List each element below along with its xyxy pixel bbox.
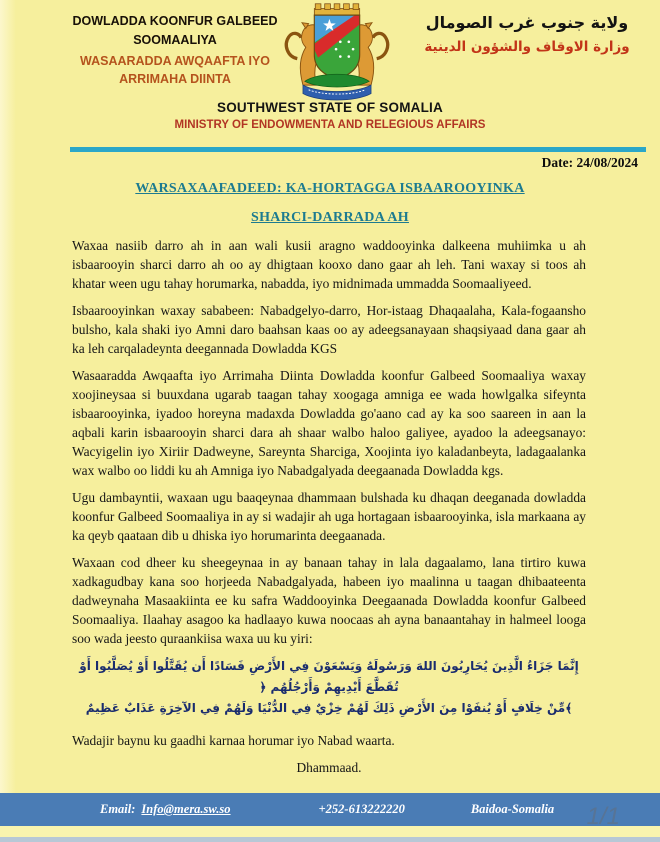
coat-of-arms-emblem [279,0,395,104]
body-paragraph-2: Isbaarooyinkan waxay sababeen: Nabadgelyo-darro, Hor-istaag Dhaqaalaha, Kala-fogaansho bulsho, kala shaki iyo Amni daro baahsan kaas oo ay adeegsanayaan shaqsiyaad dana gaar ah ka leh carqaladeynta deegannada Dowladda KGS [72,303,586,356]
location-text: Baidoa-Somalia [470,802,555,816]
email-link[interactable]: Info@mera.sw.so [141,802,231,816]
phone-number: +252-613222220 [318,802,405,816]
closing-line: Wadajir baynu ku gaadhi karnaa horumar iyo Nabad waarta. [72,733,395,748]
coat-of-arms-icon [279,0,395,104]
document-body [72,236,586,785]
state-name-english: SOUTHWEST STATE OF SOMALIA [217,100,443,115]
email-label: Email: [100,802,136,816]
body-paragraph-1: Waxaa nasiib darro ah in aan wali kusii aragno waddooyinka dalkeena muhiimka u ah isbaarooyin sharci darro ah oo ay dhigtaan kooxo dano gaar ah leh. Tani waxay si toos ah khatar ween ugu tahay horumarka, nabadda, iyo midnimada ummadda Soomaaliyeed. [72,238,586,291]
body-paragraph-4: Ugu dambayntii, waxaan ugu baaqeynaa dhammaan bulshada ku dhaqan deeganada dowladda koonfur Galbeed Soomaaliya in ay si wadajir ah uga hortagaan isbaarooyinka, isla markaana ay ka qeyb qaataan dib u dhiska iyo horumarinta deegaanada. [72,490,586,543]
government-name-somali: DOWLADDA KOONFUR GALBEED SOOMAALIYA [72,14,278,47]
body-paragraph-3: Wasaaradda Awqaafta iyo Arrimaha Diinta Dowladda koonfur Galbeed Soomaaliya waxay xoojineysaa si buuxdana ugarab taagan tahay xoogaga amniga ee wada howlgalka sifeynta isbaarooyinka, iyadoo horeyna madaxda Dowladda go'aano cad ay ka soo saareen in aan la aqbali karin isbaarooyin sharci dara ah shaar walbo haloo galiyee, ayadoo la adeegsanayo: Wacyigelin iyo Xiriir Dadweyne, Sareynta Sharciga, Xoojinta iyo kaladanbeyta, ladagaalanka wax walbo oo liddi ku ah Amniga iyo Nabadgalyada deegaanada Dowladda kgs. [72,368,586,478]
teal-divider-line [70,147,646,152]
page-bottom-edge [0,837,660,842]
shield-crenellation [314,4,359,16]
page-number-indicator: 1/1 [586,803,620,830]
document-title-line2: SHARCI-DARRADA AH [251,210,409,225]
quran-verse [72,656,586,719]
quran-verse-line2: ﴾مِّنْ خِلَافٍ أَوْ يُنفَوْا مِنَ الأَرْضِ ذَلِكَ لَهُمْ خِزْيٌ فِي الدُّنْيَا وَلَهُمْ فِي الآخِرَةِ عَذَابٌ عَظِيمٌ [85,701,573,715]
document-date: Date: 24/08/2024 [541,155,638,170]
header-arabic-block [402,12,652,55]
below-footer-strip [0,826,660,837]
ministry-name-arabic: وزارة الاوقاف والشؤون الدينية [424,39,630,56]
footer-contact-bar [0,793,660,826]
leopard-tail [286,33,301,58]
document-title-line1: WARSAXAAFADEED: KA-HORTAGGA ISBAAROOYINKA [135,181,525,196]
header-somali-block [56,12,294,89]
end-word: Dhammaad. [296,760,362,775]
body-paragraph-5: Waxaan cod dheer ku sheegeynaa in ay banaan tahay in lala dagaalamo, lana tirtiro kuwa xadkagudbay kana soo horjeeda Nabadgalyada, habeen iyo maalinna u taagan dhibaateenta dadweynaha Masaakiinta ee ku safra Waddooyinka Deegaanada Dowladda koonfur Galbeed Soomaaliya. Ilaahay asagoo ka hadlaayo kuwa noocaas ah ayna banaantahay in halmeel looga soo wada jeesto quraankiisa waxa uu ku yiri: [72,555,586,646]
ministry-name-english: MINISTRY OF ENDOWMENTA AND RELEGIOUS AFFAIRS [174,119,486,131]
ministry-name-somali: WASAARADDA AWQAAFTA IYO ARRIMAHA DIINTA [79,53,271,87]
quran-verse-line1: إِنَّمَا جَزَاءُ الَّذِينَ يُحَارِبُونَ اللهَ وَرَسُولَهُ وَيَسْعَوْنَ فِي الأَرْضِ فَسَادًا أَن يُقَتَّلُوا أَوْ يُصَلَّبُوا أَوْ تُقَطَّعَ أَيْدِيهِمْ وَأَرْجُلُهُم ﴿ [79,659,579,694]
government-name-arabic: ولاية جنوب غرب الصومال [425,13,629,32]
